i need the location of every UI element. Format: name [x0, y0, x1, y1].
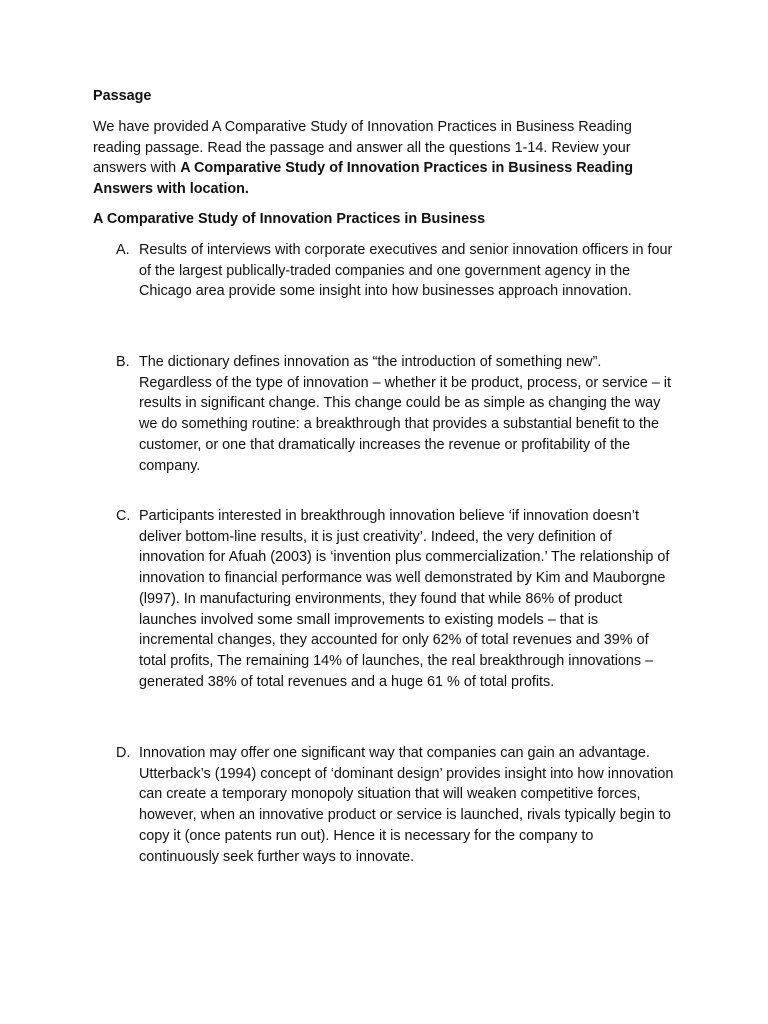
paragraph-d — [116, 743, 676, 867]
paragraph-text: Results of interviews with corporate executives and senior innovation officers in four of the largest publically-traded companies and one government agency in the Chicago area provide some insight into how businesses approach innovation. — [139, 242, 673, 300]
intro-text: We have provided A Comparative Study of Innovation Practices in Business Reading reading passage. Read the passage and answer all the questions 1-14. Review your answers with — [93, 119, 632, 177]
intro-bold-text: A Comparative Study of Innovation Practices in Business Reading Answers with location. — [93, 160, 634, 198]
paragraph-text: Participants interested in breakthrough innovation believe ‘if innovation doesn’t deliver bottom-line results, it is just creativity’. Indeed, the very definition of innovation for Afuah (2003) is ‘invention plus commercialization.’ The relationship of innovation to financial performance was well demonstrated by Kim and Mauborgne (l997). In manufacturing environments, they found that while 86% of product launches involved some small improvements to existing models – that is incremental changes, they accounted for only 62% of total revenues and 39% of total profits, The remaining 14% of launches, the real breakthrough innovations – generated 38% of total revenues and a huge 61 % of total profits. — [139, 508, 670, 690]
section-title: A Comparative Study of Innovation Practices in Business — [93, 211, 486, 227]
paragraph-letter: B. — [116, 354, 130, 370]
passage-heading: Passage — [93, 88, 152, 104]
paragraph-text: Innovation may offer one significant way that companies can gain an advantage. Utterback’s (1994) concept of ‘dominant design’ provides insight into how innovation can create a temporary monopoly situation that will weaken competitive forces, however, when an innovative product or service is launched, rivals typically begin to copy it (once patents run out). Hence it is necessary for the company to continuously seek further ways to innovate. — [139, 745, 674, 865]
paragraph-letter: A. — [116, 242, 130, 258]
paragraph-c — [116, 506, 676, 692]
paragraph-a — [116, 240, 676, 302]
paragraph-letter: C. — [116, 508, 131, 524]
intro-paragraph — [93, 117, 663, 200]
paragraph-b — [116, 352, 676, 476]
paragraph-letter: D. — [116, 745, 131, 761]
paragraph-text: The dictionary defines innovation as “the introduction of something new”. Regardless of the type of innovation – whether it be product, process, or service – it results in significant change. This change could be as simple as changing the way we do something routine: a breakthrough that provides a substantial benefit to the customer, or one that dramatically increases the revenue or profitability of the company. — [139, 354, 671, 474]
